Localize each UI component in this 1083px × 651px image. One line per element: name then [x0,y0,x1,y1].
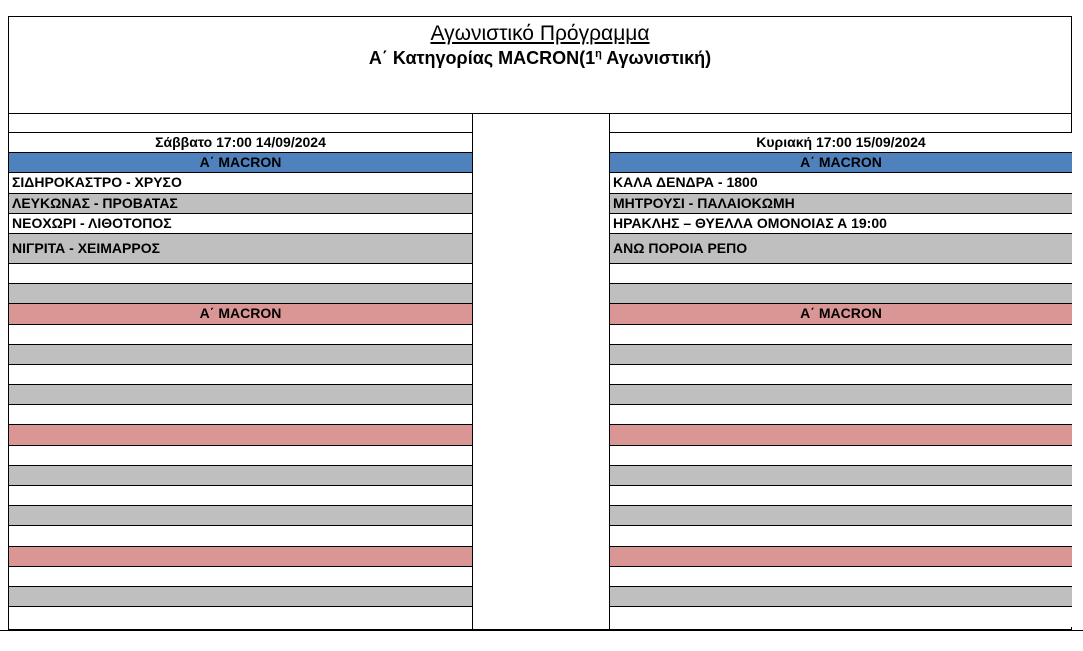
empty-row [610,506,1072,526]
group-header-pink: Α΄ MACRON [9,304,472,324]
spacer-row [9,114,472,133]
empty-row [610,425,1072,445]
empty-row [610,607,1072,627]
match-row: ΝΕΟΧΩΡΙ - ΛΙΘΟΤΟΠΟΣ [9,214,472,234]
schedule-sheet [8,16,1072,630]
empty-row [610,405,1072,425]
subtitle-main: Α΄ Κατηγορίας MACRON(1 [368,48,596,68]
empty-row [9,486,472,506]
empty-row [9,506,472,526]
match-row: ΜΗΤΡΟΥΣΙ - ΠΑΛΑΙΟΚΩΜΗ [610,194,1072,214]
empty-row [610,264,1072,284]
empty-row [610,466,1072,486]
spacer-row [610,114,1072,133]
empty-row [9,264,472,284]
sunday-column [610,114,1072,627]
subtitle-end: Αγωνιστική) [601,48,712,68]
empty-row [9,284,472,304]
saturday-date-header: Σάββατο 17:00 14/09/2024 [9,133,472,153]
page-title: Αγωνιστικό Πρόγραμμα [430,22,650,45]
empty-row [9,466,472,486]
group-header-pink: Α΄ MACRON [610,304,1072,324]
empty-row [9,607,472,627]
bottom-rule [0,630,1083,631]
empty-row [9,526,472,546]
empty-row [9,425,472,445]
center-divider [472,114,610,630]
empty-row [610,526,1072,546]
group-header-blue: Α΄ MACRON [610,153,1072,173]
empty-row [610,567,1072,587]
empty-row [610,284,1072,304]
page-subtitle [9,47,1071,69]
empty-row [610,587,1072,607]
empty-row [9,446,472,466]
subtitle-superscript: η [595,48,602,60]
empty-row [9,345,472,365]
match-row: ΝΙΓΡΙΤΑ - ΧΕΙΜΑΡΡΟΣ [9,234,472,264]
match-row: ΛΕΥΚΩΝΑΣ - ΠΡΟΒΑΤΑΣ [9,194,472,214]
empty-row [610,486,1072,506]
empty-row [610,385,1072,405]
empty-row [9,365,472,385]
group-header-blue: Α΄ MACRON [9,153,472,173]
saturday-column [9,114,472,627]
match-row: ΗΡΑΚΛΗΣ – ΘΥΕΛΛΑ ΟΜΟΝΟΙΑΣ Α 19:00 [610,214,1072,234]
match-row: ΑΝΩ ΠΟΡΟΙΑ ΡΕΠΟ [610,234,1072,264]
empty-row [9,567,472,587]
schedule-header [9,17,1071,114]
match-row: ΣΙΔΗΡΟΚΑΣΤΡΟ - ΧΡΥΣΟ [9,173,472,193]
empty-row [9,385,472,405]
sunday-date-header: Κυριακή 17:00 15/09/2024 [610,133,1072,153]
empty-row [9,547,472,567]
empty-row [9,587,472,607]
match-row: ΚΑΛΑ ΔΕΝΔΡΑ - 1800 [610,173,1072,193]
empty-row [610,446,1072,466]
empty-row [9,325,472,345]
empty-row [610,325,1072,345]
empty-row [9,405,472,425]
empty-row [610,547,1072,567]
empty-row [610,345,1072,365]
empty-row [610,365,1072,385]
